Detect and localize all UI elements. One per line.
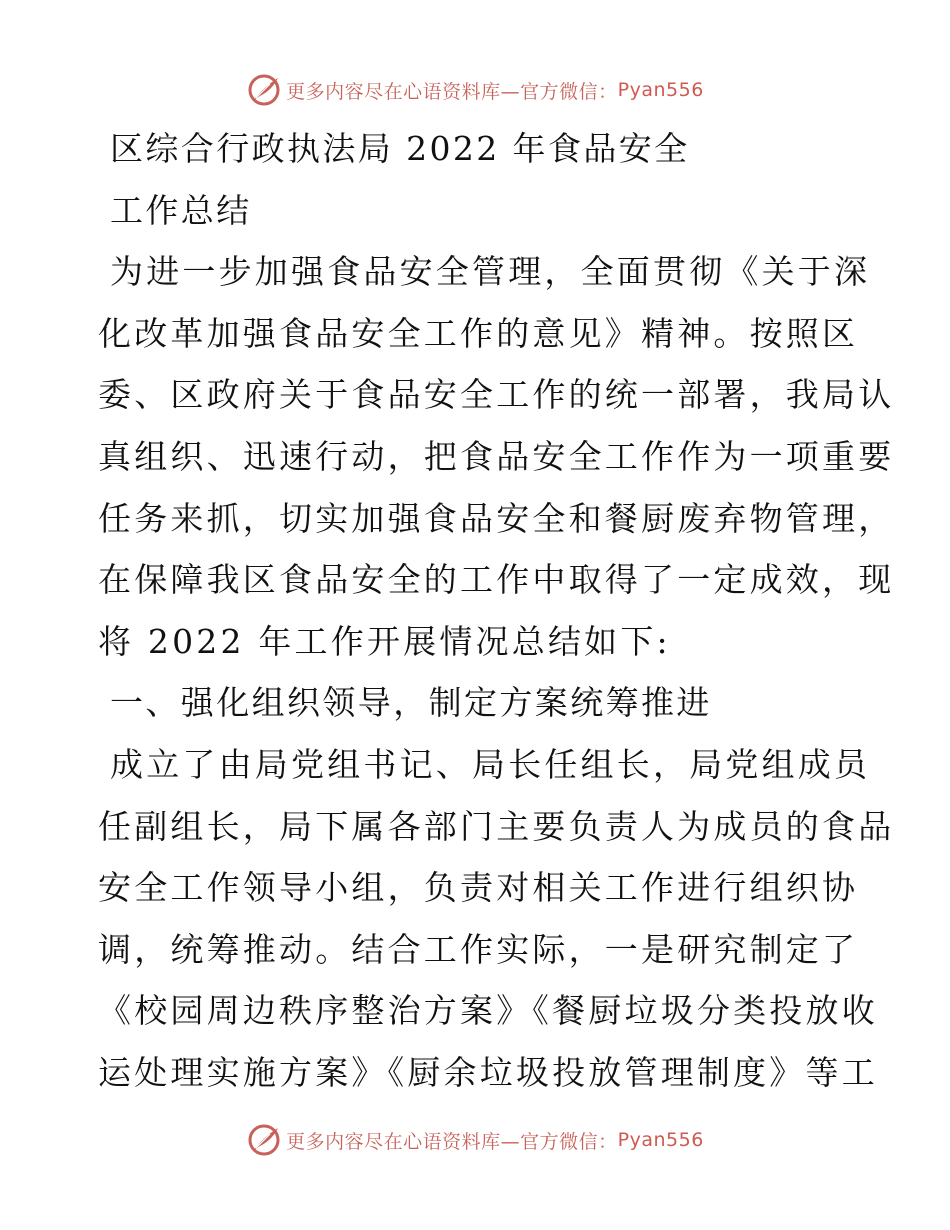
- banner-wechat-id: Pyan556: [617, 1129, 704, 1151]
- paragraph2-line: 任副组长，局下属各部门主要负责人为成员的食品: [98, 806, 895, 846]
- footer-watermark-banner: [0, 1120, 950, 1160]
- paragraph2-line: 《校园周边秩序整治方案》《餐厨垃圾分类投放收: [98, 991, 878, 1031]
- banner-text: 更多内容尽在心语资料库—官方微信：: [286, 1130, 618, 1153]
- paragraph1-line: 将 2022 年工作开展情况总结如下:: [98, 621, 671, 661]
- document-title-line1: 区综合行政执法局 2022 年食品安全: [110, 129, 690, 168]
- feather-seal-icon: [246, 72, 282, 108]
- document-body: [98, 118, 895, 1104]
- paragraph2-line: 运处理实施方案》《厨余垃圾投放管理制度》等工: [98, 1052, 878, 1092]
- paragraph1-line: 委、区政府关于食品安全工作的统一部署，我局认: [98, 375, 895, 415]
- paragraph2-line: 成立了由局党组书记、局长任组长，局党组成员: [110, 744, 871, 784]
- paragraph1-line: 任务来抓，切实加强食品安全和餐厨废弃物管理，: [98, 498, 895, 538]
- paragraph1-line: 化改革加强食品安全工作的意见》精神。按照区: [98, 313, 859, 353]
- document-title-line2: 工作总结: [110, 190, 252, 230]
- section1-heading: 一、强化组织领导，制定方案统筹推进: [110, 683, 712, 723]
- paragraph2-line: 安全工作领导小组，负责对相关工作进行组织协: [98, 868, 859, 908]
- paragraph1-line: 在保障我区食品安全的工作中取得了一定成效，现: [98, 560, 895, 600]
- banner-wechat-id: Pyan556: [617, 79, 704, 101]
- paragraph1-line: 真组织、迅速行动，把食品安全工作作为一项重要: [98, 436, 895, 476]
- feather-seal-icon: [246, 1122, 282, 1158]
- paragraph1-line: 为进一步加强食品安全管理，全面贯彻《关于深: [110, 252, 871, 292]
- banner-text: 更多内容尽在心语资料库—官方微信：: [286, 80, 618, 103]
- paragraph2-line: 调，统筹推动。结合工作实际，一是研究制定了: [98, 929, 859, 969]
- header-watermark-banner: [0, 70, 950, 110]
